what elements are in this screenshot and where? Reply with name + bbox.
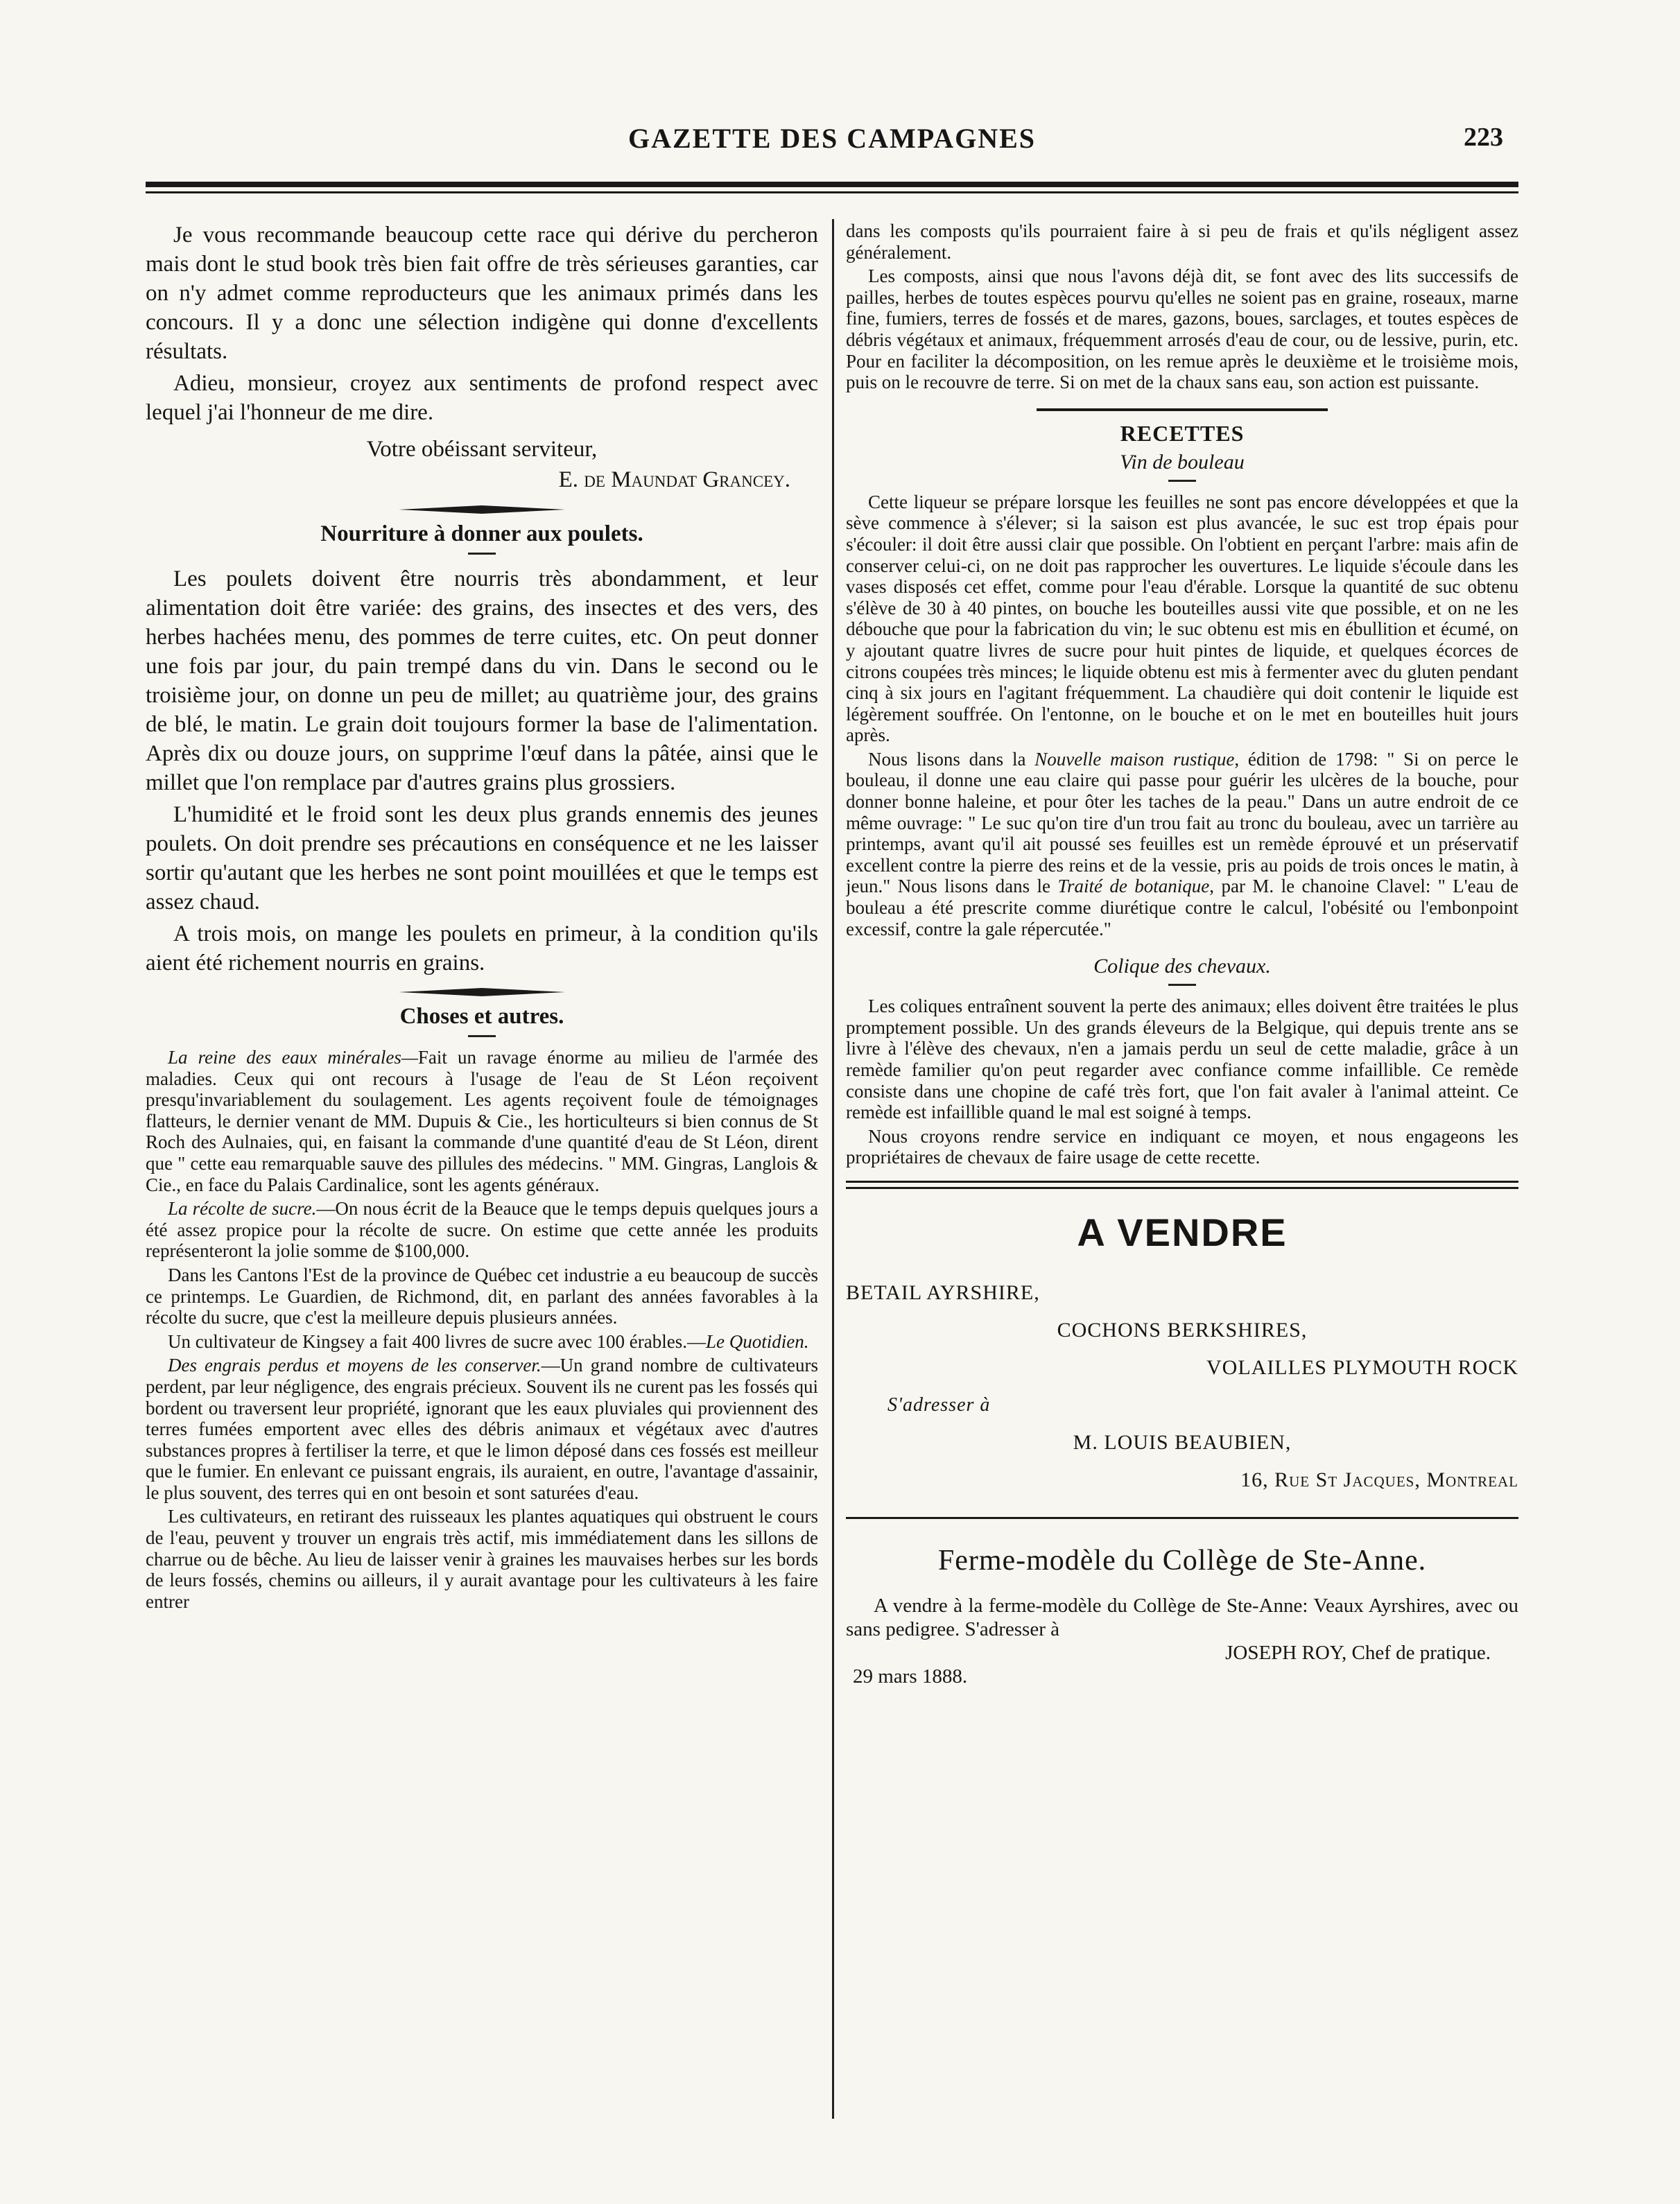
article-paragraph: Nous croyons rendre service en indiquant ce moyen, et nous engageons les propriétaires de chevaux de faire usage de cette recette.	[846, 1125, 1518, 1168]
item-source: Le Quotidien.	[705, 1330, 809, 1352]
item-text: —On nous écrit de la Beauce que le temps depuis quelques jours a été assez propice pour la récolte de sucre. On estime que cette année les produits représenteront la jolie somme de $100,000.	[146, 1198, 818, 1262]
text-run: , édition de 1798: " Si on perce le bouleau, il donne une eau claire qui passe pour guérir les ulcères de la bouche, pour donner bonne haleine, et pour ôter les taches de la peau." Dans un autre endroit de ce même ouvrage: " Le suc qu'on tire d'un trou fait au tronc du bouleau, avec un tarrière au printemps, avant qu'il ait poussé ses feuilles est un remède éprouvé et un préservatif excellent contre la pierre des reins et de la vessie, pris au poids de trois onces le matin, à jeun." Nous lisons dans le	[846, 748, 1518, 897]
item-lead: La reine des eaux minérales—	[168, 1047, 418, 1068]
ad-rule	[846, 1181, 1518, 1183]
ferme-date: 29 mars 1888.	[853, 1665, 968, 1687]
letter-paragraph: Adieu, monsieur, croyez aux sentiments de profond respect avec lequel j'ai l'honneur de me dire.	[146, 371, 818, 425]
dash-divider	[1168, 480, 1196, 482]
ad-line: S'adresser à	[887, 1394, 991, 1416]
section-rule	[1037, 408, 1328, 411]
letter-block	[146, 220, 818, 427]
choses-article	[146, 1047, 818, 1612]
ornament-rule-icon	[399, 987, 565, 997]
article-paragraph: Les coliques entraînent souvent la perte des animaux; elles doivent être traitées le plus promptement possible. Un des grands éleveurs de la Belgique, qui depuis trente ans se livre à l'élève des chevaux, n'en a jamais perdu un seul de cette maladie, grâce à un remède familier qu'on peut regarder avec confiance comme infaillible. Ce remède consiste dans une chopine de café très fort, que l'on fait avaler à l'animal atteint. Ce remède est infaillible quand le mal est soigné à temps.	[846, 996, 1518, 1123]
ad-rule	[846, 1517, 1518, 1519]
right-column	[846, 220, 1518, 2120]
ad-line: VOLAILLES PLYMOUTH ROCK	[1206, 1355, 1518, 1379]
book-title: Nouvelle maison rustique	[1034, 748, 1235, 770]
column-divider	[832, 219, 834, 2119]
article-paragraph: A trois mois, on mange les poulets en primeur, à la condition qu'ils aient été richement nourris en grains.	[146, 921, 818, 975]
ad-line: M. LOUIS BEAUBIEN,	[1073, 1430, 1292, 1454]
dash-divider	[468, 553, 496, 555]
advertisement-ferme	[846, 1544, 1518, 1688]
article-paragraph	[146, 1198, 818, 1262]
ferme-title: Ferme-modèle du Collège de Ste-Anne.	[937, 1544, 1427, 1577]
dash-divider	[1168, 984, 1196, 986]
article-paragraph: L'humidité et le froid sont les deux plus grands ennemis des jeunes poulets. On doit prendre ses précautions en conséquence et ne les laisser sortir qu'autant que les herbes ne sont point mouillées et que le temps est assez chaud.	[146, 802, 818, 914]
item-text: —Un grand nombre de cultivateurs perdent, par leur négligence, des engrais précieux. Souvent ils ne curent pas les fossés qui bordent ou traversent leur propriété, ignorant que les eaux pluviales qui proviennent des terres fumées emportent avec elles des débris animaux et végétaux avec d'autres substances propres à fertiliser la terre, et que le limon déposé dans ces fossés est meilleur que le fumier. En enlevant ce puissant engrais, ils auraient, en outre, l'avantage d'assainir, le plus souvent, des terres qui en ont besoin et sont saturées d'eau.	[146, 1355, 818, 1503]
article-paragraph: Les composts, ainsi que nous l'avons déjà dit, se font avec des lits successifs de pailles, herbes de toutes espèces pourvu qu'elles ne soient pas en graine, roseaux, marne fine, fumiers, terres de fossés et de mares, gazons, boues, sarclages, et toutes espèces de débris végétaux et animaux, fréquemment arrosés d'eau de cour, ou de lessive, purin, etc. Pour en faciliter la décomposition, on les remue après le deuxième et le troisième mois, puis on le recouvre de terre. Si on met de la chaux sans eau, son action est puissante.	[846, 266, 1518, 393]
recipe-title-vin: Vin de bouleau	[1120, 450, 1245, 474]
article-paragraph: Dans les Cantons l'Est de la province de Québec cet industrie a eu beaucoup de succès ce printemps. Le Guardien, de Richmond, dit, en parlant des années favorables à la récolte du sucre, que c'est la meilleure depuis plusieurs années.	[146, 1264, 818, 1328]
text-run: , par M. le chanoine Clavel: " L'eau de bouleau a été prescrite comme diurétique contre le calcul, l'obésité ou l'embonpoint excessif, contre la gale répercutée."	[846, 876, 1518, 939]
publication-title: GAZETTE DES CAMPAGNES	[627, 123, 1036, 154]
article-paragraph: Cette liqueur se prépare lorsque les feuilles ne sont pas encore développées et que la sève commence à s'élever; si la saison est plus avancée, le suc est trop épais pour s'écouler: il doit être aussi clair que possible. On l'obtient en perçant l'arbre: mais afin de conserver celui-ci, on ne doit pas rapprocher les ouvertures. Le liquide s'écoule dans les vases disposés cet effet, comme pour l'eau d'érable. Lorsque la quantité de suc obtenu s'élève de 30 à 40 pintes, on bouche les bouteilles aussi vite que possible, et on ne les débouche que pour la fabrication du vin; le suc obtenu est mis en ébullition et écumé, on y ajoutant quatre livres de sucre pour huit pintes de liquide, et quelques écorces de citrons coupées très minces; le liquide obtenu est mis à fermenter avec du gluten pendant cinq à six jours en l'agitant fréquemment. La chaudière qui doit contenir le liquide est légèrement souffrée. On l'entonne, on le bouche et on le met en bouteilles huit jours après.	[846, 491, 1518, 746]
composts-continuation	[846, 220, 1518, 393]
advertisement-sale	[846, 1181, 1518, 1519]
page-header	[146, 122, 1518, 164]
ad-line: BETAIL AYRSHIRE,	[846, 1281, 1040, 1304]
section-title-choses: Choses et autres.	[399, 1004, 564, 1029]
article-paragraph: dans les composts qu'ils pourraient faire à si peu de frais et qu'ils négligent assez généralement.	[846, 220, 1518, 263]
text-run: Nous lisons dans la	[868, 748, 1035, 770]
letter-paragraph: Je vous recommande beaucoup cette race qui dérive du percheron mais dont le stud book très bien fait offre de très sérieuses garanties, car on n'y admet comme reproducteurs que les animaux primés dans les concours. Il y a donc une sélection indigène qui donne d'excellents résultats.	[146, 223, 818, 364]
vin-article	[846, 492, 1518, 939]
poulets-article	[146, 564, 818, 978]
item-lead: La récolte de sucre.	[168, 1198, 317, 1220]
left-column	[146, 220, 818, 2120]
section-title-poulets: Nourriture à donner aux poulets.	[320, 521, 643, 546]
ferme-text: A vendre à la ferme-modèle du Collège de Ste-Anne: Veaux Ayrshires, avec ou sans pedigree. S'adresser à	[846, 1594, 1518, 1640]
book-title: Traité de botanique	[1057, 876, 1210, 897]
colique-article	[846, 996, 1518, 1168]
item-lead: Des engrais perdus et moyens de les conserver.	[168, 1355, 542, 1376]
article-paragraph	[146, 1331, 818, 1353]
dash-divider	[468, 1035, 496, 1037]
ad-line: COCHONS BERKSHIRES,	[1057, 1318, 1308, 1342]
article-paragraph	[846, 749, 1518, 939]
header-rule-thin	[146, 191, 1518, 193]
article-paragraph: Les cultivateurs, en retirant des ruisseaux les plantes aquatiques qui obstruent le cours de l'eau, peuvent y trouver un engrais très actif, mis immédiatement dans les sillons de charrue ou de bêche. Au lieu de laisser venir à graines les mauvaises herbes sur les bords de leurs fossés, chemins ou ailleurs, il y aurait avantage pour les cultivateurs à les faire entrer	[146, 1506, 818, 1612]
article-paragraph	[146, 1047, 818, 1195]
section-title-recettes: RECETTES	[1120, 420, 1245, 446]
header-rule-thick	[146, 182, 1518, 187]
item-text: Un cultivateur de Kingsey a fait 400 livres de sucre avec 100 érables.—	[168, 1330, 706, 1352]
ad-rule	[846, 1187, 1518, 1189]
ad-title: A VENDRE	[1077, 1210, 1288, 1254]
article-paragraph	[146, 1355, 818, 1503]
page-number: 223	[1464, 123, 1503, 152]
item-text: Fait un ravage énorme au milieu de l'armée des maladies. Ceux qui ont recours à l'usage de l'eau de St Léon reçoivent presqu'invariablement du soulagement. Les agents reçoivent foule de témoignages flatteurs, le dernier venant de MM. Dupuis & Cie., les horticulteurs si bien connus de St Roch des Aulnaies, qui, en faisant la commande d'une quantité d'eau de St Léon, dirent que " cette eau remarquable sauve des pillules des médecins. " MM. Gingras, Langlois & Cie., en face du Palais Cardinalice, sont les agents généraux.	[146, 1047, 818, 1195]
recipe-title-colique: Colique des chevaux.	[1093, 955, 1271, 978]
ornament-rule-icon	[399, 505, 565, 514]
ferme-signature: JOSEPH ROY, Chef de pratique.	[1225, 1641, 1491, 1664]
ad-address: 16, Rue St Jacques, Montreal	[1240, 1468, 1518, 1491]
letter-closing: Votre obéissant serviteur,	[366, 437, 598, 462]
letter-signature: E. de Maundat Grancey.	[558, 467, 790, 492]
article-paragraph: Les poulets doivent être nourris très abondamment, et leur alimentation doit être variée: des grains, des insectes et des vers, des herbes hachées menu, des pommes de terre cuites, etc. On peut donner une fois par jour, du pain trempé dans du vin. Dans le second ou le troisième jour, on donne un peu de millet; au quatrième jour, des grains de blé, le matin. Le grain doit toujours former la base de l'alimentation. Après dix ou douze jours, on supprime l'œuf dans la pâtée, ainsi que le millet que l'on remplace par d'autres grains plus grossiers.	[146, 566, 818, 795]
